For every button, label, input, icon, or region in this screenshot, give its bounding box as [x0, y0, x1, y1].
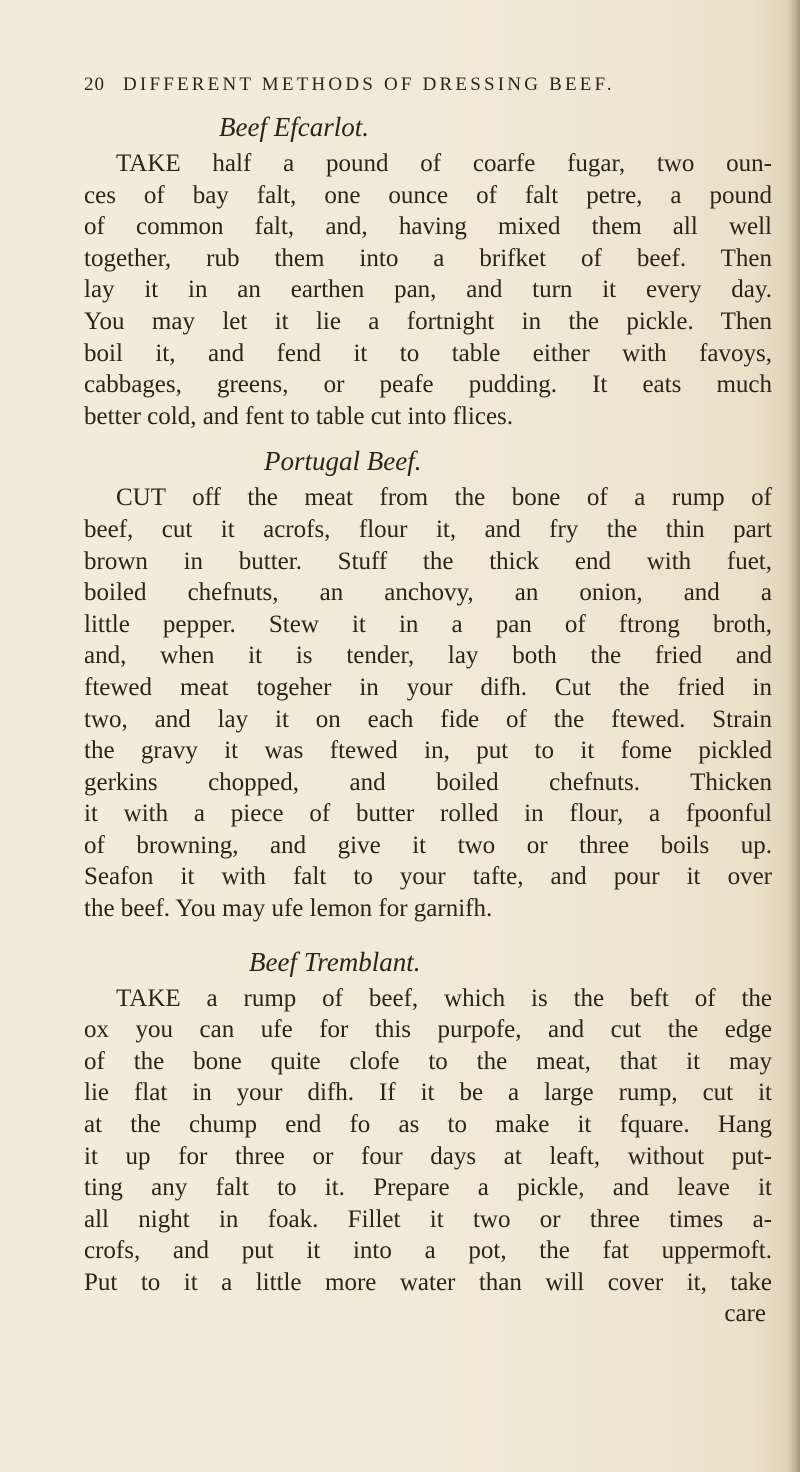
text-line: it with a piece of butter rolled in flour, a fpoonful [84, 800, 772, 828]
text-line: the gravy it was ftewed in, put to it fome pickled [84, 737, 772, 765]
text-line: boiled chefnuts, an anchovy, an onion, and a [84, 579, 772, 607]
text-line: all night in foak. Fillet it two or three times a- [84, 1205, 772, 1233]
recipe-body [84, 148, 772, 432]
text-line: beef, cut it acrofs, flour it, and fry the thin part [84, 515, 772, 543]
text-line: lay it in an earthen pan, and turn it every day. [84, 276, 772, 304]
text-line: cabbages, greens, or peafe pudding. It eats much [84, 371, 772, 399]
text-line: of common falt, and, having mixed them all well [84, 213, 772, 241]
text-line: CUT off the meat from the bone of a rump of [116, 484, 772, 512]
text-line: of the bone quite clofe to the meat, that it may [84, 1047, 772, 1075]
text-line: the beef. You may ufe lemon for garnifh. [84, 895, 493, 923]
text-line: boil it, and fend it to table either with favoys, [84, 339, 772, 367]
recipe-title: Beef Tremblant. [249, 946, 421, 977]
running-head-title: DIFFERENT METHODS OF DRESSING BEEF. [123, 74, 615, 95]
text-line: crofs, and put it into a pot, the fat uppermoft. [84, 1237, 772, 1265]
text-line: together, rub them into a brifket of beef. Then [84, 244, 772, 272]
running-head [84, 74, 772, 96]
text-line: You may let it lie a fortnight in the pickle. Then [84, 307, 772, 335]
text-line: ftewed meat togeher in your difh. Cut the fried in [84, 673, 772, 701]
text-line: and, when it is tender, lay both the fried and [84, 642, 772, 670]
text-line: at the chump end fo as to make it fquare. Hang [84, 1111, 772, 1139]
recipe-title: Portugal Beef. [264, 446, 422, 477]
text-line: lie flat in your difh. If it be a large rump, cut it [84, 1079, 772, 1107]
recipe-body [84, 482, 772, 924]
text-line: ting any falt to it. Prepare a pickle, and leave it [84, 1174, 772, 1202]
text-line: TAKE a rump of beef, which is the beft of the [116, 984, 772, 1012]
text-line: of browning, and give it two or three boils up. [84, 831, 772, 859]
page-content [84, 60, 772, 1329]
text-line: ces of bay falt, one ounce of falt petre, a pound [84, 181, 772, 209]
catchword: care [724, 1299, 766, 1327]
page-number: 20 [84, 74, 105, 95]
text-line: it up for three or four days at leaft, without put- [84, 1142, 772, 1170]
text-line: ox you can ufe for this purpofe, and cut the edge [84, 1016, 772, 1044]
recipe-beef-tremblant [84, 945, 772, 1299]
recipe-title: Beef Efcarlot. [219, 112, 369, 142]
text-line: better cold, and fent to table cut into flices. [84, 402, 514, 430]
recipe-beef-efcarlot [84, 110, 772, 432]
text-line: gerkins chopped, and boiled chefnuts. Thicken [84, 768, 772, 796]
text-line: little pepper. Stew it in a pan of ftrong broth, [84, 610, 772, 638]
page-edge-shadow [786, 0, 800, 1472]
text-line: Put to it a little more water than will cover it, take [84, 1269, 772, 1296]
text-line: brown in butter. Stuff the thick end with fuet, [84, 547, 772, 575]
recipe-portugal-beef [84, 444, 772, 924]
text-line: two, and lay it on each fide of the ftewed. Strain [84, 705, 772, 733]
text-line: Seafon it with falt to your tafte, and pour it over [84, 863, 772, 891]
recipe-body [84, 983, 772, 1299]
text-line: TAKE half a pound of coarfe fugar, two oun- [116, 150, 772, 177]
